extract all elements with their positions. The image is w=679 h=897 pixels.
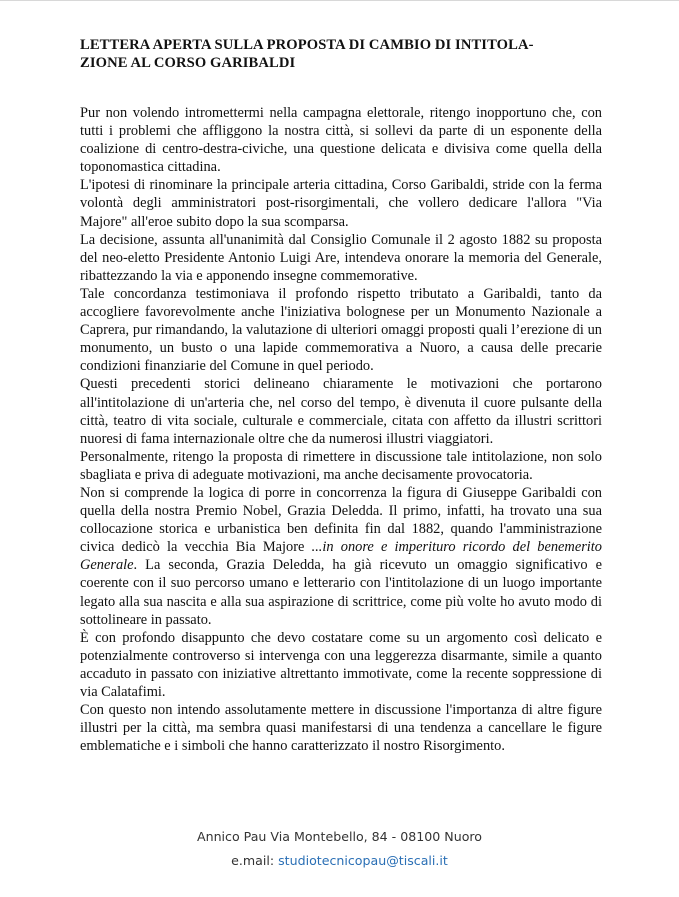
- paragraph-campaign: Pur non volendo intromettermi nella campagna elettorale, ritengo inopportuno che, con tutti i problemi che affliggono la nostra città, si sollevi da parte di un esponente della coalizione di centro-destra-civiche, una questione delicata e divisiva come quella della toponomastica cittadina.: [80, 105, 602, 176]
- page-top-edge: [0, 0, 679, 1]
- footer-email-line: [0, 853, 679, 868]
- paragraph-historic-precedents: Questi precedenti storici delineano chiaramente le motivazioni che portarono all'intitolazione di un'arteria che, nel corso del tempo, è divenuta il cuore pulsante della città, teatro di vita sociale, culturale e commerciale, citata con affetto da illustri scrittori nuoresi di fama internazionale oltre che da numerosi illustri viaggiatori.: [80, 376, 602, 447]
- paragraph-rename-hypothesis: L'ipotesi di rinominare la principale arteria cittadina, Corso Garibaldi, stride con la ferma volontà degli amministratori post-risorgimentali, che vollero dedicare l'allora "Via Majore" all'eroe subito dopo la sua scomparsa.: [80, 177, 602, 230]
- letter-body: [80, 36, 602, 755]
- paragraph-personal-opinion: Personalmente, ritengo la proposta di rimettere in discussione tale intitolazione, non solo sbagliata e priva di adeguate motivazioni, ma anche decisamente provocatoria.: [80, 448, 602, 483]
- footer-address: Annico Pau Via Montebello, 84 - 08100 Nuoro: [196, 829, 483, 844]
- paragraph-deledda-part-2: . La seconda, Grazia Deledda, ha già ricevuto un omaggio significativo e coerente con il suo percorso umano e letterario con l'intitolazione di un luogo importante legato alla sua nascita e alla sua aspirazione di scrittrice, come più volte ho avuto modo di sottolineare in passato.: [80, 557, 602, 628]
- letter-title: [80, 36, 602, 72]
- paragraph-disappointment: È con profondo disappunto che devo costatare come su un argomento così delicato e potenzialmente controverso si intervenga con una leggerezza disarmante, simile a quanto accaduto in passato con iniziative altrettanto immotivate, come la recente soppressione di via Calatafimi.: [80, 629, 602, 700]
- paragraph-deledda: [80, 484, 602, 629]
- paragraph-monument: Tale concordanza testimoniava il profondo rispetto tributato a Garibaldi, tanto da accogliere favorevolmente anche l'iniziativa bolognese per un Monumento Nazionale a Caprera, pur rimandando, la valutazione di ulteriori omaggi proposti quali l’erezione di un monumento, un busto o una lapide commemorativa a Nuoro, a causa delle precarie condizioni finanziarie del Comune in quel periodo.: [80, 285, 602, 375]
- letter-title-line-2: ZIONE AL CORSO GARIBALDI: [80, 55, 296, 71]
- paragraph-conclusion: Con questo non intendo assolutamente mettere in discussione l'importanza di altre figure illustri per la città, ma sembra quasi manifestarsi di una tendenza a cancellare le figure emblematiche e i simboli che hanno caratterizzato il nostro Risorgimento.: [80, 702, 602, 755]
- paragraph-council-decision: La decisione, assunta all'unanimità dal Consiglio Comunale il 2 agosto 1882 su proposta del neo-eletto Presidente Antonio Luigi Are, intendeva onorare la memoria del Generale, ribattezzando la via e apponendo insegne commemorative.: [80, 231, 602, 284]
- paragraph-deledda-part-1: Non si comprende la logica di porre in concorrenza la figura di Giuseppe Garibaldi con quella della nostra Premio Nobel, Grazia Deledda. Il primo, infatti, ha trovato una sua collocazione storica e urbanistica ben definita fin dal 1882, quando l'amministrazione civica dedicò la vecchia Bia Majore: [80, 484, 602, 556]
- footer-email-label: e.mail:: [231, 853, 279, 868]
- letter-title-line-1: LETTERA APERTA SULLA PROPOSTA DI CAMBIO DI INTITOLA-: [80, 37, 534, 53]
- paragraph-deledda-quote: ...in onore e imperituro ricordo del benemerito Generale: [80, 539, 602, 574]
- footer-email-link[interactable]: studiotecnicopau@tiscali.it: [278, 853, 448, 868]
